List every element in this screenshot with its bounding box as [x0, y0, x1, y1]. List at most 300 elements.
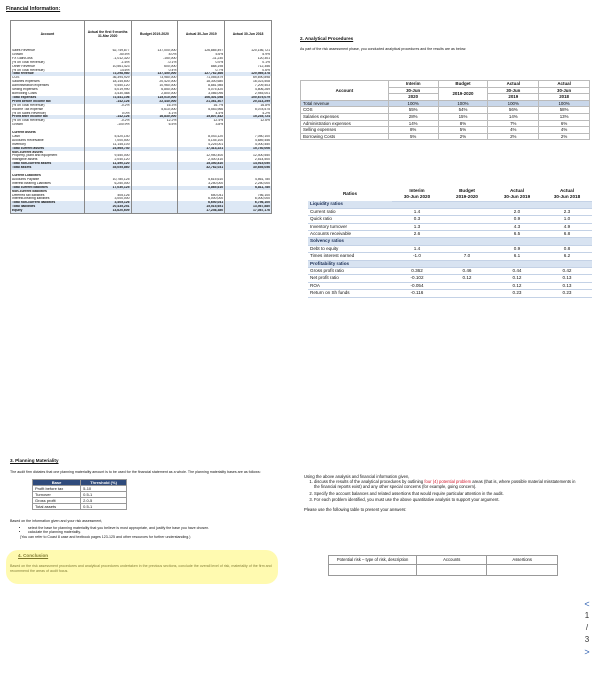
- answer-cell[interactable]: [417, 564, 487, 575]
- fin-row-value: 10,780,125: [84, 178, 131, 182]
- ana-row-value: 8%: [438, 120, 488, 127]
- fin-row-value: -142,126: [84, 115, 131, 119]
- fin-row-value: 36,394,929: [84, 76, 131, 80]
- fin-row-value: 5,075,420: [178, 88, 225, 92]
- ratio-value: [442, 238, 492, 245]
- fin-row-value: 12.4%: [178, 119, 225, 123]
- fin-row-label: Salaries expenses: [12, 80, 40, 84]
- fin-row-value: 0.6%: [225, 69, 272, 73]
- fin-row-label: Total non-current liabilities: [11, 201, 85, 205]
- ratio-row: [308, 290, 592, 297]
- fin-row-value: 72,298,980: [84, 72, 131, 76]
- fin-row-value: 12,950,400: [178, 154, 225, 158]
- fin-row-value: 7,050,100: [225, 135, 272, 139]
- fin-row-value: 106,401,058: [178, 96, 225, 100]
- ratio-value: 0.362: [392, 267, 442, 274]
- fin-row-value: 11,145,100: [84, 143, 131, 147]
- fin-row-value: 3,000,000: [84, 197, 131, 201]
- fin-row-value: 12,400,550: [225, 154, 272, 158]
- financial-table: [10, 20, 272, 214]
- fin-row-value: 23,565,740: [84, 147, 131, 151]
- fin-row-value: 7,000,500: [84, 139, 131, 143]
- ratio-value: [492, 201, 542, 208]
- fin-row-value: 16.7%: [178, 104, 225, 108]
- fin-row-value: 69,690,898: [225, 76, 272, 80]
- ratios-sub-actual-2018: 30-Jun 2018: [542, 194, 592, 201]
- ratio-value: 0.44: [492, 267, 542, 274]
- fin-row-value: 5,615,610: [178, 178, 225, 182]
- fin-row-value: 0.7%: [178, 69, 225, 73]
- fin-row-value: 3,430,468: [84, 92, 131, 96]
- fin-row-value: 2,400,410: [178, 158, 225, 162]
- ana-row-label: Administration expenses: [301, 120, 389, 127]
- fin-row-value: 5,145,100: [178, 139, 225, 143]
- fin-row-value: 600,000: [131, 65, 178, 69]
- fin-row-value: 16.8%: [225, 104, 272, 108]
- fin-row-value: 0.0%: [178, 61, 225, 65]
- ratio-label: Times interest earned: [308, 253, 392, 260]
- fin-row-value: 5,019,990: [84, 88, 131, 92]
- fin-row-value: 5.6%: [178, 53, 225, 57]
- fin-row-value: -1,012,320: [84, 57, 131, 61]
- ratio-value: [442, 245, 492, 252]
- fin-row-value: 17,087,176: [225, 209, 272, 213]
- materiality-after: Based on the information given and your risk assessment,: [10, 519, 103, 524]
- fin-row-value: 5,610,000: [131, 108, 178, 112]
- ratio-row: [308, 267, 592, 274]
- conclusion-text: Based on the risk assessment procedures and analytical procedures undertaken in the previous sections, conclude the overall level of risk, materiality of the firm and recommend the areas of audit focus.: [10, 564, 272, 573]
- ratios-table: [308, 188, 592, 298]
- ana-interim-date: 30-Jun: [388, 87, 438, 94]
- threshold-base: Total assets: [33, 504, 81, 510]
- fin-row-label: Intangible assets: [12, 158, 38, 162]
- fin-row-value: 15,350,810: [178, 162, 225, 166]
- ratio-value: 2.6: [392, 230, 442, 237]
- fin-row-label: Accounts Payable: [12, 177, 40, 181]
- instructions-item-2: 2. Specify the account balances and related assertions that would require particular attention in the audit.: [314, 491, 580, 496]
- fin-row-value: 17,246,380: [178, 209, 225, 213]
- fin-row-value: -100.9%: [84, 123, 131, 127]
- ratio-label: Current ratio: [308, 208, 392, 215]
- fin-row-value: 15,235,724: [225, 115, 272, 119]
- fin-row-value: 2,250,000: [225, 182, 272, 186]
- threshold-table: [32, 479, 127, 510]
- fin-row-value: 120,301: [225, 57, 272, 61]
- fin-row-label: Current assets: [12, 131, 36, 135]
- ratio-label: Debt to equity: [308, 245, 392, 252]
- ana-col-budget: Budget: [438, 81, 488, 88]
- ratio-label: ROA: [308, 282, 392, 289]
- answer-cell[interactable]: [329, 564, 417, 575]
- threshold-col-base: Base: [33, 480, 81, 486]
- ratio-label: Accounts receivable: [308, 230, 392, 237]
- ratio-row: [308, 208, 592, 215]
- fin-row-value: 6,650,041: [178, 201, 225, 205]
- ratio-value: 2.3: [542, 208, 592, 215]
- ratios-title: Ratios: [342, 191, 358, 197]
- fin-row-value: -0.2%: [84, 119, 131, 123]
- ratio-value: 0.9: [492, 245, 542, 252]
- ratio-value: 0.13: [542, 282, 592, 289]
- fin-row-value: 4.1%: [131, 112, 178, 116]
- answer-col-assertions: Assertions: [487, 556, 558, 565]
- ana-actual2-date: 30-Jun: [539, 87, 590, 94]
- ratio-value: 6.8: [542, 230, 592, 237]
- ratio-label: Liquidity ratios: [308, 201, 392, 208]
- ratio-value: -1.0: [392, 253, 442, 260]
- ana-row-label: Selling expenses: [301, 127, 389, 134]
- ratio-row: [308, 223, 592, 230]
- ana-row-value: 4%: [539, 127, 590, 134]
- ratio-value: [442, 282, 492, 289]
- fin-row-value: 115,010,000: [131, 96, 178, 100]
- fin-row-label: Inventory: [12, 142, 26, 146]
- fin-row-value: 6,850,000: [131, 88, 178, 92]
- fin-row-value: 712,356: [225, 65, 272, 69]
- fin-row-label: Total revenue: [11, 72, 85, 76]
- ana-actual1-date: 30-Jun: [488, 87, 539, 94]
- fin-row-value: 126,885,497: [178, 49, 225, 53]
- ratio-value: [542, 201, 592, 208]
- fin-row-value: -50.5%: [84, 53, 131, 57]
- instructions-lead: Using the above analysis and financial information given,: [304, 474, 410, 479]
- fin-row-value: 120,989,378: [225, 72, 272, 76]
- ratios-sub-actual-2019: 30-Jun 2019: [492, 194, 542, 201]
- answer-table: [328, 555, 558, 576]
- fin-row-value: 3,405,126: [84, 201, 131, 205]
- ratio-value: 0.23: [542, 290, 592, 297]
- page-total: 3: [584, 635, 590, 644]
- fin-row-value: 6,000,000: [178, 197, 225, 201]
- page-nav: [580, 598, 594, 658]
- fin-row-label: Non-current liabilities: [12, 189, 47, 193]
- instructions-format-note: Please use the following table to present your answers:: [304, 507, 407, 513]
- fin-row-value: 120,156,721: [225, 49, 272, 53]
- fin-row-value: 6,250,000: [84, 182, 131, 186]
- fin-row-value: 14,620,609: [84, 209, 131, 213]
- ratios-col-actual-2018: Actual: [559, 188, 575, 193]
- ana-row-value: 100%: [388, 100, 438, 107]
- fin-row-label: Accounts Receivable: [12, 138, 44, 142]
- fin-header-actual-2018: Actual 30-Jun 2018: [225, 21, 272, 50]
- fin-row-value: 6,811,780: [225, 186, 272, 190]
- ratio-row: [308, 230, 592, 237]
- fin-row-value: 18,300,680: [178, 80, 225, 84]
- ana-row-value: 55%: [388, 107, 438, 114]
- fin-row-label: Growth: [12, 123, 23, 127]
- page-down-button[interactable]: >: [584, 647, 590, 657]
- fin-row-value: 9,450,120: [84, 84, 131, 88]
- ratios-col-actual-2019: Actual: [509, 188, 525, 193]
- ana-row: [301, 113, 590, 120]
- materiality-note: (You can refer to Coast 8 case and textbook pages 123-125 and other resources for further understanding.): [20, 535, 191, 540]
- ratio-value: [442, 260, 492, 267]
- fin-row-label: (% on Total Revenue): [12, 68, 45, 72]
- ratio-value: [392, 238, 442, 245]
- fin-row-value: 2,800,000: [131, 92, 178, 96]
- ana-row-value: 54%: [438, 107, 488, 114]
- ana-row-value: 4%: [488, 127, 539, 134]
- ratios-col-interim: Interim: [409, 188, 425, 193]
- fin-row-value: 7,209,403: [225, 84, 272, 88]
- ratio-value: 1.4: [392, 245, 442, 252]
- fin-row-label: Administration expenses: [12, 84, 49, 88]
- fin-row-value: 10,960,000: [131, 84, 178, 88]
- fin-row-value: 14.6%: [84, 69, 131, 73]
- fin-header-actual-2019: Actual 30-Jun 2019: [178, 21, 225, 50]
- ana-col-actual-2019: Actual: [488, 81, 539, 88]
- ana-row-value: 2%: [438, 133, 488, 140]
- fin-row-label: (% on Total Revenue): [12, 119, 45, 123]
- fin-row-label: Total current liabilities: [11, 186, 85, 190]
- fin-row-label: Deferred tax liabilities: [12, 193, 45, 197]
- fin-row-value: 14,915,050: [225, 162, 272, 166]
- ratio-value: 1.0: [542, 216, 592, 223]
- fin-row-label: Total expenses: [11, 96, 85, 100]
- fin-row-value: 35,055,860: [84, 166, 131, 170]
- ratio-value: 2.0: [492, 208, 542, 215]
- fin-row-value: 17,413,221: [178, 147, 225, 151]
- fin-row-value: 5,553,966: [178, 108, 225, 112]
- fin-row-value: 3.8%: [178, 123, 225, 127]
- fin-row-value: 2,514,500: [225, 158, 272, 162]
- ana-row-value: 6%: [539, 120, 590, 127]
- ratio-value: [542, 238, 592, 245]
- fin-row-label: Current Liabilities: [12, 173, 41, 177]
- ratio-value: 0.12: [442, 275, 492, 282]
- fin-row-label: Non-current assets: [12, 150, 43, 154]
- ratio-value: -0.116: [392, 290, 442, 297]
- ratio-value: [442, 290, 492, 297]
- fin-row-value: 137,000,000: [131, 49, 178, 53]
- fin-row-value: 21,361,407: [178, 100, 225, 104]
- ana-interim-year: 2020: [388, 94, 438, 101]
- page-up-button[interactable]: <: [584, 599, 590, 609]
- ana-row-value: 15%: [438, 113, 488, 120]
- ratio-value: [492, 260, 542, 267]
- analytical-intro: As part of the risk assessment phase, you conducted analytical procedures and the results are as below:: [300, 47, 467, 52]
- fin-row-value: 3,086,096: [178, 92, 225, 96]
- fin-row-value: 32,762,031: [178, 166, 225, 170]
- ratio-value: [492, 238, 542, 245]
- ratio-value: 6.5: [492, 230, 542, 237]
- fin-row-label: Total non-current assets: [11, 162, 85, 166]
- ana-row: [301, 120, 590, 127]
- ratio-label: Net profit ratio: [308, 275, 392, 282]
- fin-row-label: Profit after income tax: [11, 115, 85, 119]
- fin-row-label: Income Tax expense: [12, 107, 44, 111]
- ratio-value: [442, 216, 492, 223]
- fin-row-label: FX Gain/Loss: [12, 56, 33, 60]
- ana-col-interim: Interim: [388, 81, 438, 88]
- fin-row-value: 756,100: [225, 194, 272, 198]
- ana-actual2-year: 2018: [539, 94, 590, 101]
- ratio-value: 0.42: [542, 267, 592, 274]
- analytical-section: [300, 36, 580, 51]
- answer-col-accounts: Accounts: [417, 556, 487, 565]
- ana-row-label: COS: [301, 107, 389, 114]
- ana-row-value: 100%: [438, 100, 488, 107]
- fin-header-budget: Budget 2019-2020: [131, 21, 178, 50]
- ratios-sub-budget: 2019-2020: [442, 194, 492, 201]
- fin-row-value: 4,000,450: [225, 143, 272, 147]
- ratio-value: 0.3: [392, 216, 442, 223]
- ana-row: [301, 133, 590, 140]
- fin-row-value: 2,040,120: [84, 158, 131, 162]
- fin-row-value: 0.0%: [84, 112, 131, 116]
- ratio-value: 0.46: [442, 267, 492, 274]
- ratio-value: 0.9: [492, 216, 542, 223]
- fin-row-value: 8,043,120: [178, 135, 225, 139]
- ratio-value: 0.12: [492, 282, 542, 289]
- ratio-value: 0.23: [492, 290, 542, 297]
- fin-row-value: 18,145,600: [84, 80, 131, 84]
- fin-row-label: Profit before income tax: [11, 100, 85, 104]
- ratio-label: Solvency ratios: [308, 238, 392, 245]
- fin-row-label: Other Revenue: [12, 64, 35, 68]
- ratio-section-row: [308, 201, 592, 208]
- fin-row-value: 12.2%: [131, 119, 178, 123]
- fin-row-value: 8,865,610: [178, 186, 225, 190]
- fin-row-value: 888,198: [178, 65, 225, 69]
- fin-row-value: 16,830,000: [131, 115, 178, 119]
- ana-row-value: 14%: [488, 113, 539, 120]
- ratio-label: Profitability ratios: [308, 260, 392, 267]
- fin-row-value: 15,740,006: [225, 147, 272, 151]
- ana-col-actual-2018: Actual: [539, 81, 590, 88]
- fin-row-label: Selling expenses: [12, 88, 38, 92]
- fin-row-label: Property, plant and equipment: [12, 154, 58, 158]
- fin-row-value: 0.1%: [225, 61, 272, 65]
- fin-row-value: 16,023,508: [225, 80, 272, 84]
- ana-row-value: 2%: [539, 133, 590, 140]
- ratio-label: Quick ratio: [308, 216, 392, 223]
- ratio-value: 4.9: [542, 223, 592, 230]
- fin-row-value: 0.4%: [131, 69, 178, 73]
- ana-row: [301, 127, 590, 134]
- ana-row-label: Total revenue: [301, 100, 389, 107]
- fin-row-label: Cash: [12, 134, 20, 138]
- fin-row-value: 20,420,000: [131, 80, 178, 84]
- ratio-value: 6.2: [542, 253, 592, 260]
- answer-col-risk: Potential risk – type of risk, description: [329, 556, 417, 565]
- fin-row-value: 4,806,269: [225, 88, 272, 92]
- ana-row-label: Salaries expenses: [301, 113, 389, 120]
- threshold-value: 0.5-1: [81, 504, 127, 510]
- ana-row-value: 8%: [388, 127, 438, 134]
- fin-row-value: 137,450,000: [131, 72, 178, 76]
- ratio-label: Inventory turnover: [308, 223, 392, 230]
- fin-row-value: 15,807,442: [178, 115, 225, 119]
- ratio-value: 1.3: [392, 223, 442, 230]
- fin-row-value: 20,314,299: [225, 100, 272, 104]
- fin-row-label: (% on Total Revenue): [12, 60, 45, 64]
- ratios-sub-interim: 30-Jun 2020: [392, 194, 442, 201]
- materiality-section: [10, 458, 275, 573]
- ratio-row: [308, 282, 592, 289]
- fin-row-value: 8.0%: [131, 53, 178, 57]
- ratio-value: 7.0: [442, 253, 492, 260]
- ratio-value: 4.3: [492, 223, 542, 230]
- fin-row-value: 11,490,120: [84, 162, 131, 166]
- fin-row-value: 10,561,423: [84, 65, 131, 69]
- fin-row-label: Total liabilities: [11, 205, 85, 209]
- ratio-value: 0.8: [542, 245, 592, 252]
- ana-row: [301, 107, 590, 114]
- instructions-item-3: 3. For each problem identified, you must use the above quantitative analysis to support your argument.: [314, 497, 580, 502]
- threshold-row: [33, 504, 127, 510]
- fin-row-value: -0.2%: [84, 104, 131, 108]
- ratio-section-row: [308, 238, 592, 245]
- ana-row-value: 5%: [388, 133, 438, 140]
- instructions-item-1-post: areas (that is, where possible material misstatements in the financial reports exist) and any other special concerns (for example, going concern).: [314, 479, 576, 490]
- fin-row-value: -0.1%: [131, 61, 178, 65]
- fin-row-value: 22,440,000: [131, 100, 178, 104]
- fin-row-label: Total assets: [11, 166, 85, 170]
- ratio-value: [442, 223, 492, 230]
- fin-row-label: COS: [12, 76, 20, 80]
- ratio-value: [542, 260, 592, 267]
- fin-row-value: 12.6%: [225, 119, 272, 123]
- page-current: 1: [584, 611, 590, 620]
- threshold-base: Turnover: [33, 492, 81, 498]
- page-separator: /: [585, 623, 589, 632]
- fin-row-value: 2,945,001: [225, 92, 272, 96]
- fin-header-actual-9m: Actual the first 9 months 31-Mar 2020: [84, 21, 131, 50]
- ratio-value: [442, 208, 492, 215]
- fin-row-value: 9,450,000: [84, 154, 131, 158]
- threshold-base: Gross profit: [33, 498, 81, 504]
- analytical-table: [300, 80, 590, 140]
- fin-row-value: 13,567,880: [225, 205, 272, 209]
- analytical-heading: 2. Analytical Procedures: [300, 36, 354, 41]
- fin-row-value: 6.5%: [131, 123, 178, 127]
- conclusion-heading: 4. Conclusion: [18, 553, 49, 559]
- fin-row-value: 16.3%: [131, 104, 178, 108]
- ana-row-value: 100%: [539, 100, 590, 107]
- fin-row-value: 73,980,000: [131, 76, 178, 80]
- ana-row-value: 28%: [388, 113, 438, 120]
- answer-cell[interactable]: [487, 564, 558, 575]
- threshold-value: 2.0-5: [81, 498, 127, 504]
- fin-row-value: 4,689,456: [225, 139, 272, 143]
- ana-row-value: 14%: [388, 120, 438, 127]
- ana-row-label: Borrowing Costs: [301, 133, 389, 140]
- fin-row-label: Total current assets: [11, 147, 85, 151]
- fin-row-value: 5,078,575: [225, 108, 272, 112]
- fin-row-label: Borrowing Costs: [12, 91, 37, 95]
- ratio-value: -0.054: [392, 282, 442, 289]
- ana-row-value: 13%: [539, 113, 590, 120]
- fin-row-label: Growth: [12, 52, 23, 56]
- ratio-label: Gross profit ratio: [308, 267, 392, 274]
- ana-col-account: Account: [301, 81, 389, 101]
- fin-header-account: Account: [40, 32, 55, 37]
- ana-row: [301, 100, 590, 107]
- ratio-row: [308, 216, 592, 223]
- ratio-row: [308, 245, 592, 252]
- fin-row-value: 71,055,879: [178, 76, 225, 80]
- highlight-mark: [6, 550, 278, 584]
- ratio-value: 1.4: [392, 208, 442, 215]
- fin-row-value: 17,030,125: [84, 186, 131, 190]
- fin-row-value: -11,230: [178, 57, 225, 61]
- ana-row-value: 56%: [488, 107, 539, 114]
- ratio-value: 0.13: [542, 275, 592, 282]
- fin-row-value: 6,756,100: [225, 201, 272, 205]
- ana-row-value: 58%: [539, 107, 590, 114]
- ratios-col-budget: Budget: [459, 188, 475, 193]
